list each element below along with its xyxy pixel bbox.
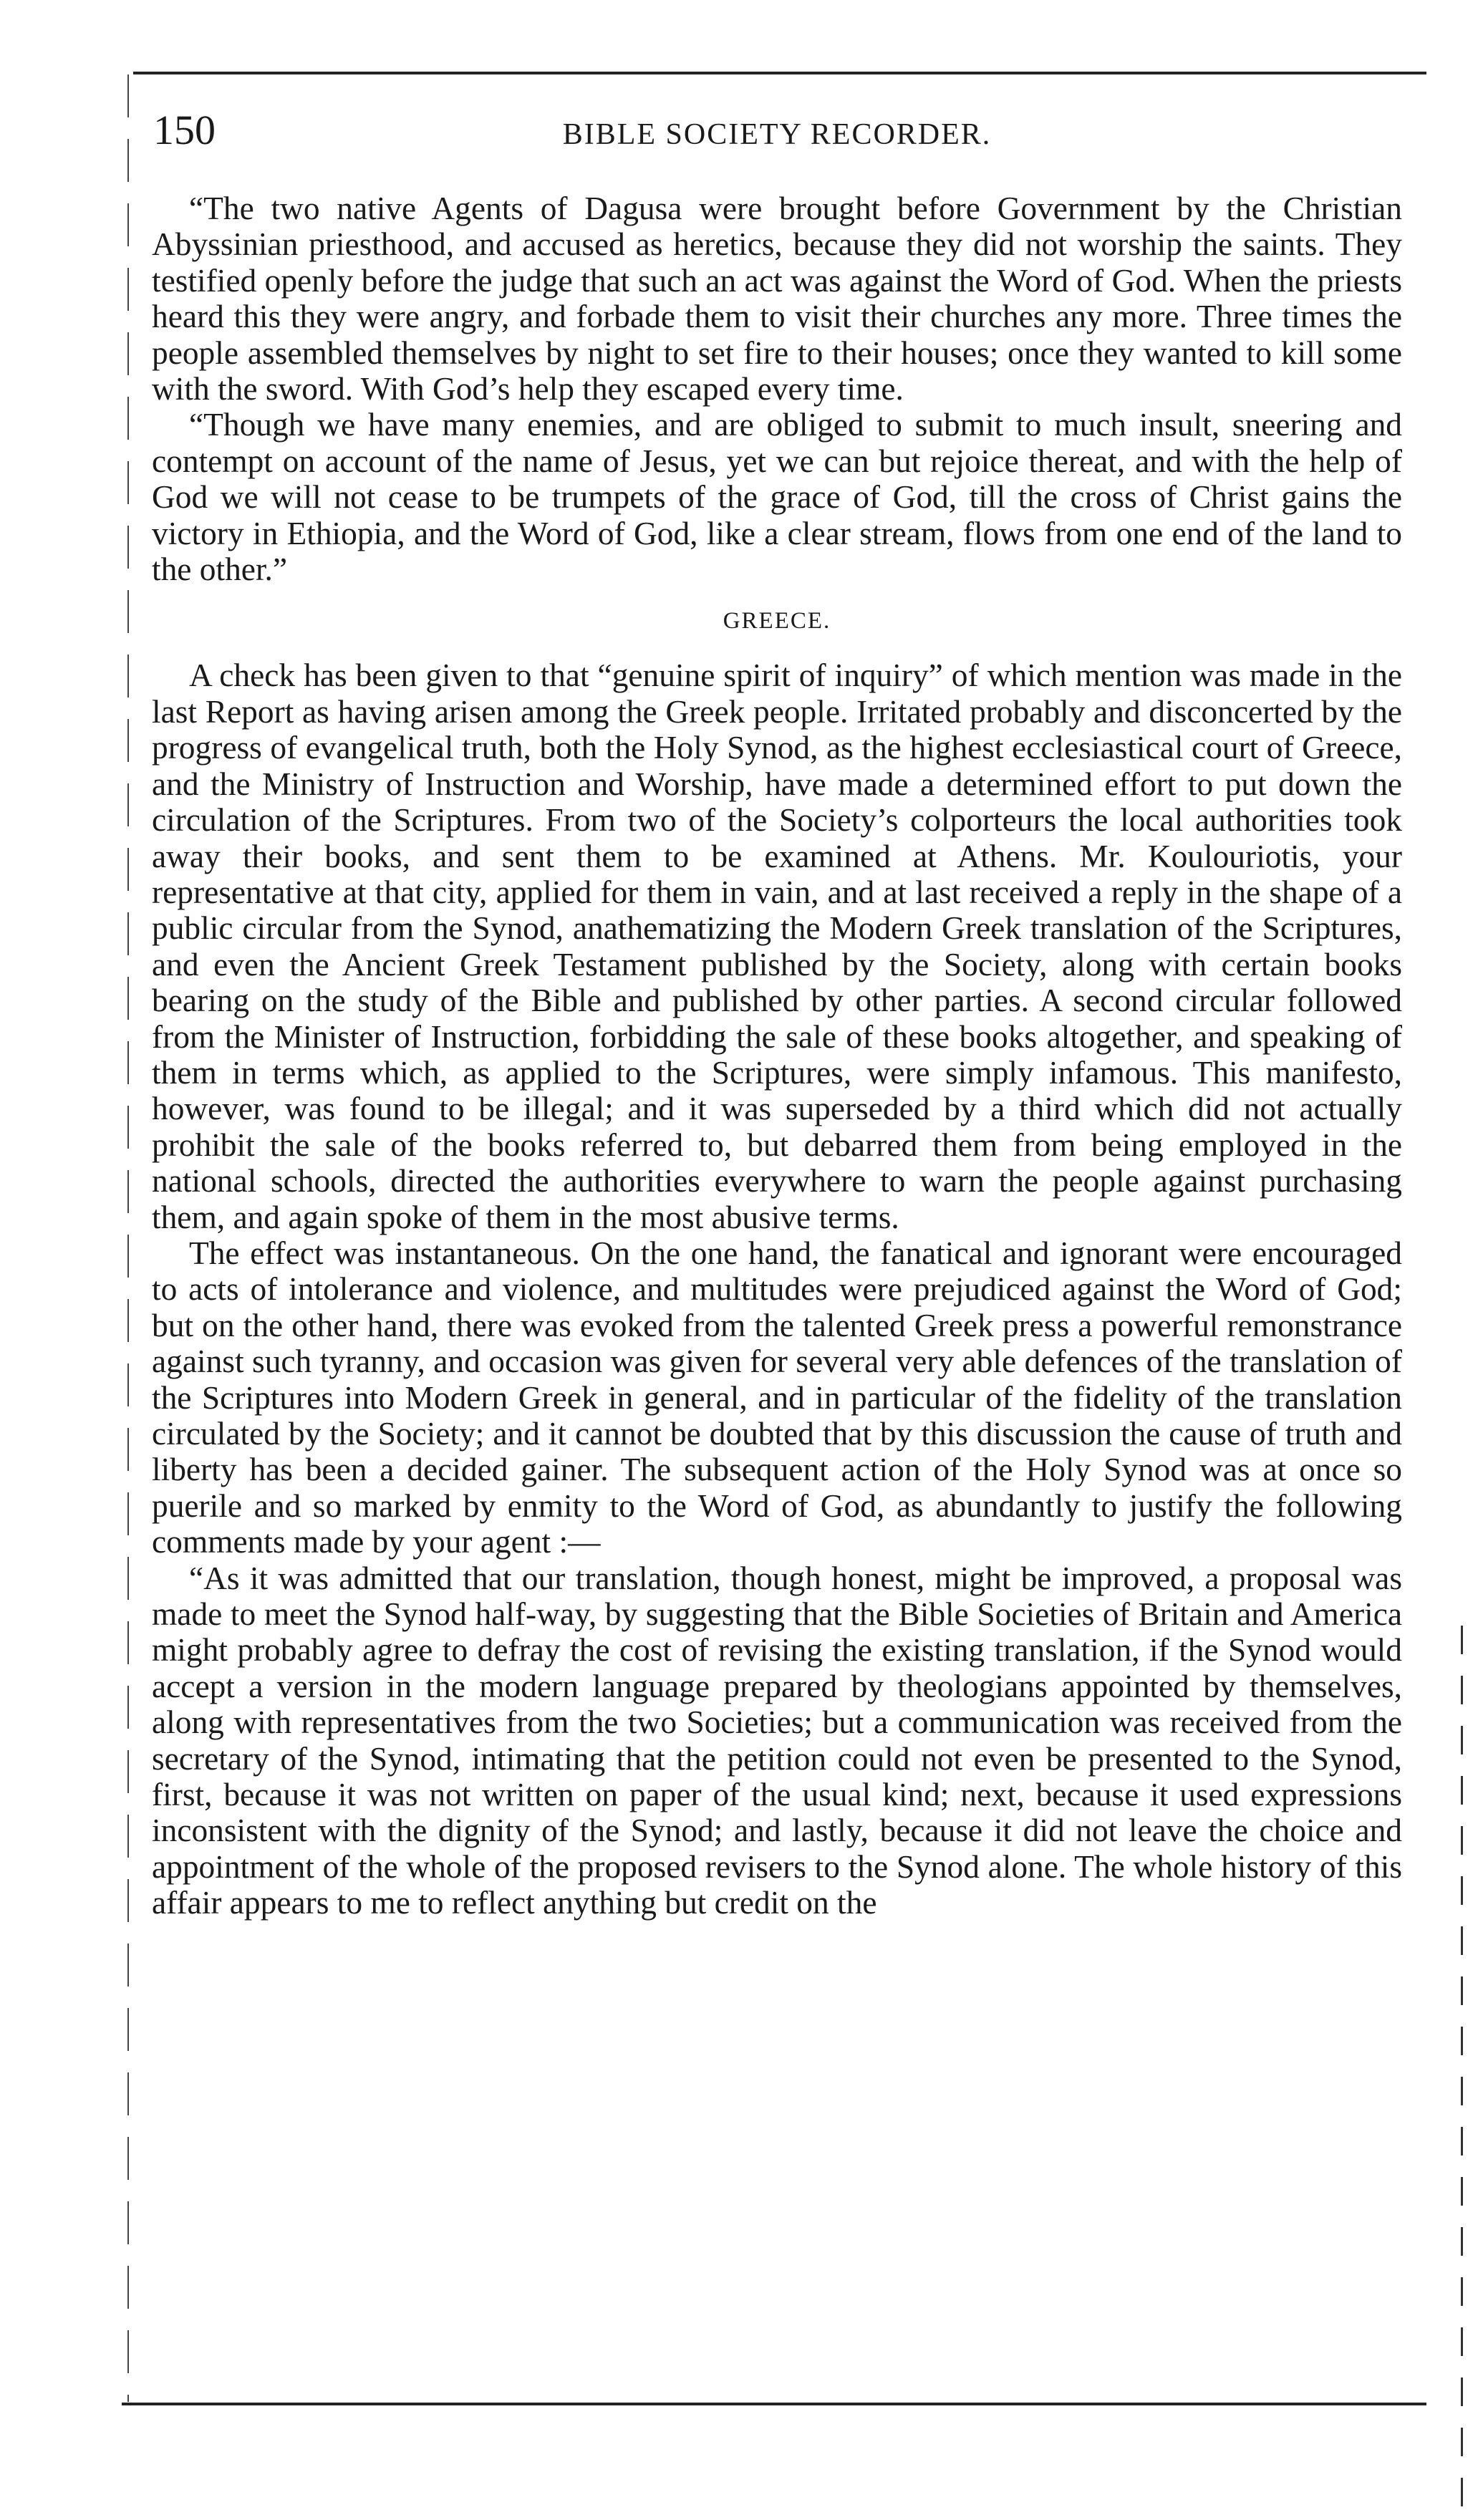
page-number: 150 [153, 107, 216, 153]
paragraph-dagusa-agents: “The two native Agents of Dagusa were brought before Government by the Christian Abyssinian priesthood, and accused as heretics, because they did not worship the saints. They testified openly before the judge that such an act was against the Word of God. When the priests heard this they were angry, and forbade them to visit their churches any more. Three times the people assembled themselves by night to set fire to their houses; once they wanted to kill some with the sword. With God’s help they escaped every time. [152, 190, 1402, 407]
article-body [152, 190, 1402, 1921]
page-header [153, 102, 1401, 159]
right-page-edge [1461, 1626, 1463, 2520]
paragraph-check-inquiry: A check has been given to that “genuine spirit of inquiry” of which mention was made in the last Report as having arisen among the Greek people. Irritated probably and disconcerted by the progress of evangelical truth, both the Holy Synod, as the highest ecclesiastical court of Greece, and the Ministry of Instruction and Worship, have made a determined effort to put down the circulation of the Scriptures. From two of the Society’s colporteurs the local authorities took away their books, and sent them to be examined at Athens. Mr. Koulouriotis, your representative at that city, applied for them in vain, and at last received a reply in the shape of a public circular from the Synod, anathematizing the Modern Greek translation of the Scriptures, and even the Ancient Greek Testament published by the Society, along with certain books bearing on the study of the Bible and published by other parties. A second circular followed from the Minister of Instruction, forbidding the sale of these books altogether, and speaking of them in terms which, as applied to the Scriptures, were simply infamous. This manifesto, however, was found to be illegal; and it was superseded by a third which did not actually prohibit the sale of the books referred to, but debarred them from being employed in the national schools, directed the authorities everywhere to warn the people against purchasing them, and again spoke of them in the most abusive terms. [152, 657, 1402, 1235]
top-rule [133, 72, 1426, 74]
paragraph-agent-comments: “As it was admitted that our translation, though honest, might be improved, a proposal was made to meet the Synod half-way, by suggesting that the Bible Societies of Britain and America might probably agree to defray the cost of revising the existing translation, if the Synod would accept a version in the modern language prepared by theologians appointed by themselves, along with representatives from the two Societies; but a communication was received from the secretary of the Synod, intimating that the petition could not even be presented to the Synod, first, because it was not written on paper of the usual kind; next, because it used expressions inconsistent with the dignity of the Synod; and lastly, because it did not leave the choice and appointment of the whole of the proposed revisers to the Synod alone. The whole history of this affair appears to me to reflect anything but credit on the [152, 1560, 1402, 1921]
running-title: BIBLE SOCIETY RECORDER. [562, 118, 992, 151]
paragraph-many-enemies: “Though we have many enemies, and are obliged to submit to much insult, sneering and contempt on account of the name of Jesus, yet we can but rejoice thereat, and with the help of God we will not cease to be trumpets of the grace of God, till the cross of Christ gains the victory in Ethiopia, and the Word of God, like a clear stream, flows from one end of the land to the other.” [152, 407, 1402, 588]
paragraph-effect-instantaneous: The effect was instantaneous. On the one hand, the fanatical and ignorant were encouraged to acts of intolerance and violence, and multitudes were prejudiced against the Word of God; but on the other hand, there was evoked from the talented Greek press a powerful remonstrance against such tyranny, and occasion was given for several very able defences of the translation of the Scriptures into Modern Greek in general, and in particular of the fidelity of the translation circulated by the Society; and it cannot be doubted that by this discussion the cause of truth and liberty has been a decided gainer. The subsequent action of the Holy Synod was at once so puerile and so marked by enmity to the Word of God, as abundantly to justify the following comments made by your agent :— [152, 1235, 1402, 1560]
section-heading-greece: GREECE. [723, 608, 831, 634]
left-margin-line [127, 74, 129, 2402]
bottom-rule [122, 2403, 1426, 2405]
